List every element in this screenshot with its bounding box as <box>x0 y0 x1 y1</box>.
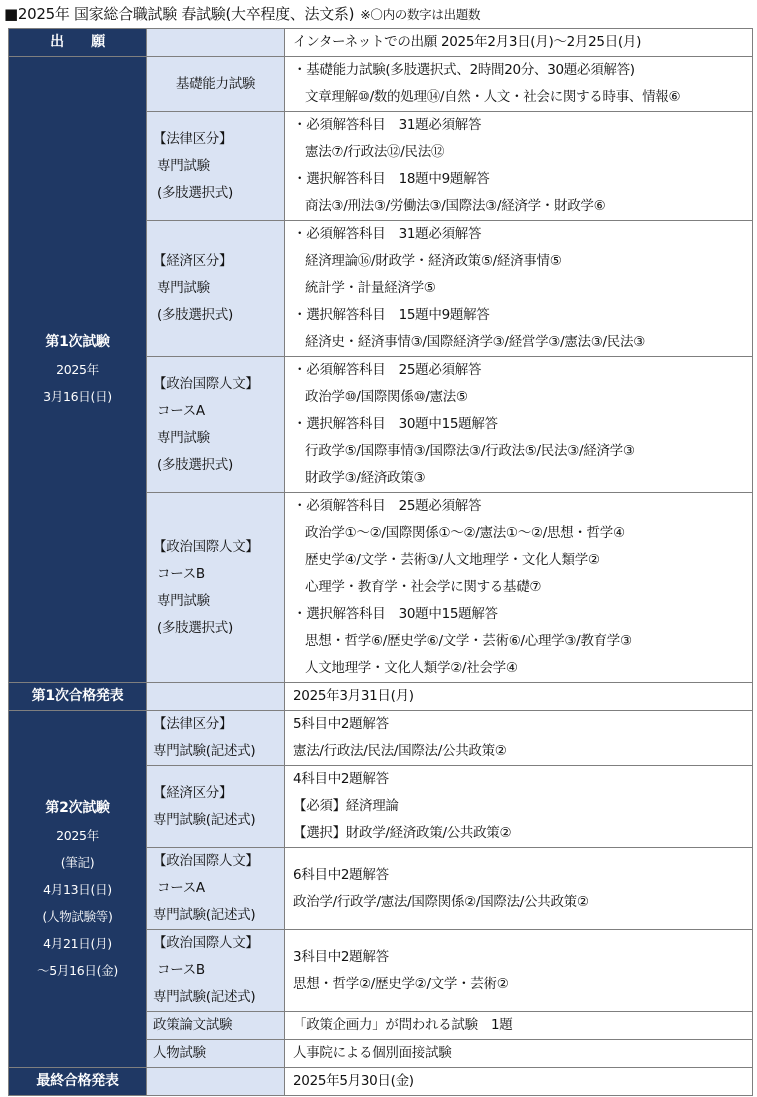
text-line: ・必須解答科目 31題必須解答 <box>293 117 482 133</box>
text-line: 商法③/刑法③/労働法③/国際法③/経済学・財政学⑥ <box>305 198 606 214</box>
text-line: 最終合格発表 <box>36 1073 119 1089</box>
text-line: ・必須解答科目 25題必須解答 <box>293 498 482 514</box>
application-value <box>285 29 753 57</box>
text-line: 【政治国際人文】 <box>153 853 259 869</box>
text-line: 行政学⑤/国際事情③/国際法③/行政法⑤/民法③/経済学③ <box>305 443 635 459</box>
first-exam-pol-a-label <box>147 357 285 493</box>
text-line: 4月13日(日) <box>43 881 112 897</box>
text-line: 5科目中2題解答 <box>293 716 389 732</box>
text-line: 【必須】経済理論 <box>293 798 399 814</box>
page-title-main: ■2025年 国家総合職試験 春試験(大卒程度、法文系) <box>4 5 355 23</box>
text-line: 3科目中2題解答 <box>293 948 389 965</box>
text-line: ・選択解答科目 30題中15題解答 <box>293 416 498 432</box>
text-line: ・選択解答科目 30題中15題解答 <box>293 606 498 622</box>
text-line: 第2次試験 <box>45 799 110 816</box>
text-line: コースB <box>157 565 205 582</box>
text-line: 政治学⑩/国際関係⑩/憲法⑤ <box>305 389 468 405</box>
first-exam-pol-a-content <box>285 357 753 493</box>
text-line: 経済理論⑯/財政学・経済政策⑤/経済事情⑤ <box>305 253 562 269</box>
text-line: 3月16日(日) <box>43 389 112 404</box>
first-pass-row <box>9 683 753 711</box>
second-exam-interview-content <box>285 1040 753 1068</box>
application-header <box>9 29 147 57</box>
text-line: 第1次合格発表 <box>31 688 124 704</box>
first-exam-pol-b-label <box>147 493 285 683</box>
text-line: 【法律区分】 <box>153 130 233 147</box>
text-line: 【経済区分】 <box>153 784 233 801</box>
text-line: 政治学/行政学/憲法/国際関係②/国際法/公共政策② <box>293 893 589 910</box>
application-label-empty <box>147 29 285 57</box>
text-line: 専門試験(記述式) <box>153 907 256 923</box>
text-line: 【経済区分】 <box>153 253 233 269</box>
text-line: (多肢選択式) <box>157 307 233 323</box>
first-exam-basic-row <box>9 57 753 112</box>
text-line: インターネットでの出願 2025年2月3日(月)～2月25日(月) <box>293 34 642 50</box>
text-line: 2025年 <box>56 362 99 377</box>
text-line: ～5月16日(金) <box>37 962 118 978</box>
text-line: 2025年5月30日(金) <box>293 1073 414 1089</box>
text-line: 「政策企画力」が問われる試験 1題 <box>293 1017 513 1033</box>
text-line: 専門試験(記述式) <box>153 743 256 759</box>
text-line: 2025年3月31日(月) <box>293 688 414 704</box>
second-exam-interview-label <box>147 1040 285 1068</box>
final-pass-header <box>9 1068 147 1096</box>
text-line: 【法律区分】 <box>153 716 233 732</box>
text-line: 【選択】財政学/経済政策/公共政策② <box>293 825 512 841</box>
text-line: 財政学③/経済政策③ <box>305 470 426 486</box>
text-line: ・基礎能力試験(多肢選択式、2時間20分、30題必須解答) <box>293 62 635 78</box>
first-exam-header <box>9 57 147 683</box>
text-line: 心理学・教育学・社会学に関する基礎⑦ <box>305 579 542 595</box>
text-line: 専門試験 <box>157 157 210 174</box>
page-title <box>4 3 480 25</box>
application-row <box>9 29 753 57</box>
text-line: 【政治国際人文】 <box>153 935 259 951</box>
second-exam-econ-content <box>285 766 753 848</box>
text-line: ・選択解答科目 18題中9題解答 <box>293 171 490 187</box>
page-title-note: ※〇内の数字は出題数 <box>360 7 481 22</box>
text-line: 経済史・経済事情③/国際経済学③/経営学③/憲法③/民法③ <box>305 334 646 350</box>
text-line: 6科目中2題解答 <box>293 866 389 883</box>
text-line: ・選択解答科目 15題中9題解答 <box>293 307 490 323</box>
first-exam-law-label <box>147 112 285 221</box>
first-exam-law-content <box>285 112 753 221</box>
text-line: 専門試験(記述式) <box>153 989 256 1005</box>
text-line: (多肢選択式) <box>157 619 233 636</box>
second-exam-header <box>9 711 147 1068</box>
text-line: 専門試験 <box>157 280 210 296</box>
text-line: 2025年 <box>56 827 99 843</box>
text-line: 人物試験 <box>153 1045 206 1061</box>
text-line: 人事院による個別面接試験 <box>293 1045 452 1061</box>
final-pass-label-empty <box>147 1068 285 1096</box>
text-line: 専門試験 <box>157 592 210 609</box>
text-line: (筆記) <box>60 854 95 870</box>
text-line: 憲法⑦/行政法⑫/民法⑫ <box>305 144 445 160</box>
final-pass-row <box>9 1068 753 1096</box>
text-line: コースB <box>157 962 205 978</box>
text-line: 第1次試験 <box>45 334 110 350</box>
second-exam-pol-b-content <box>285 930 753 1012</box>
first-exam-basic-label <box>147 57 285 112</box>
text-line: (多肢選択式) <box>157 184 233 201</box>
text-line: 人文地理学・文化人類学②/社会学④ <box>305 660 518 676</box>
text-line: 思想・哲学②/歴史学②/文学・芸術② <box>293 975 509 992</box>
text-line: 文章理解⑩/数的処理⑭/自然・人文・社会に関する時事、情報⑥ <box>305 89 681 105</box>
first-exam-econ-content <box>285 221 753 357</box>
text-line: ・必須解答科目 25題必須解答 <box>293 362 482 378</box>
text-line: 基礎能力試験 <box>175 75 256 92</box>
text-line: 憲法/行政法/民法/国際法/公共政策② <box>293 743 507 759</box>
text-line: 歴史学④/文学・芸術③/人文地理学・文化人類学② <box>305 552 600 568</box>
first-pass-label-empty <box>147 683 285 711</box>
text-line: (多肢選択式) <box>157 456 233 473</box>
text-line: 専門試験 <box>157 429 210 446</box>
second-exam-policy-essay-content <box>285 1012 753 1040</box>
text-line: ・必須解答科目 31題必須解答 <box>293 226 482 242</box>
second-exam-law-row <box>9 711 753 766</box>
text-line: コースA <box>157 880 205 896</box>
text-line: 4科目中2題解答 <box>293 771 389 787</box>
text-line: 出 願 <box>50 34 105 50</box>
text-line: 思想・哲学⑥/歴史学⑥/文学・芸術⑥/心理学③/教育学③ <box>305 633 632 649</box>
second-exam-econ-label <box>147 766 285 848</box>
first-pass-header <box>9 683 147 711</box>
second-exam-law-content <box>285 711 753 766</box>
second-exam-pol-a-content <box>285 848 753 930</box>
second-exam-law-label <box>147 711 285 766</box>
exam-schedule-table <box>8 28 753 1096</box>
text-line: 【政治国際人文】 <box>153 538 259 555</box>
text-line: 統計学・計量経済学⑤ <box>305 280 436 296</box>
text-line: コースA <box>157 402 205 419</box>
first-exam-econ-label <box>147 221 285 357</box>
second-exam-pol-b-label <box>147 930 285 1012</box>
text-line: 専門試験(記述式) <box>153 811 256 828</box>
first-exam-pol-b-content <box>285 493 753 683</box>
text-line: 政策論文試験 <box>153 1017 233 1033</box>
second-exam-pol-a-label <box>147 848 285 930</box>
text-line: 4月21日(月) <box>43 935 112 951</box>
text-line: 政治学①～②/国際関係①～②/憲法①～②/思想・哲学④ <box>305 525 625 541</box>
text-line: (人物試験等) <box>42 908 113 924</box>
text-line: 【政治国際人文】 <box>153 375 259 392</box>
first-pass-value <box>285 683 753 711</box>
first-exam-basic-content <box>285 57 753 112</box>
final-pass-value <box>285 1068 753 1096</box>
second-exam-policy-essay-label <box>147 1012 285 1040</box>
